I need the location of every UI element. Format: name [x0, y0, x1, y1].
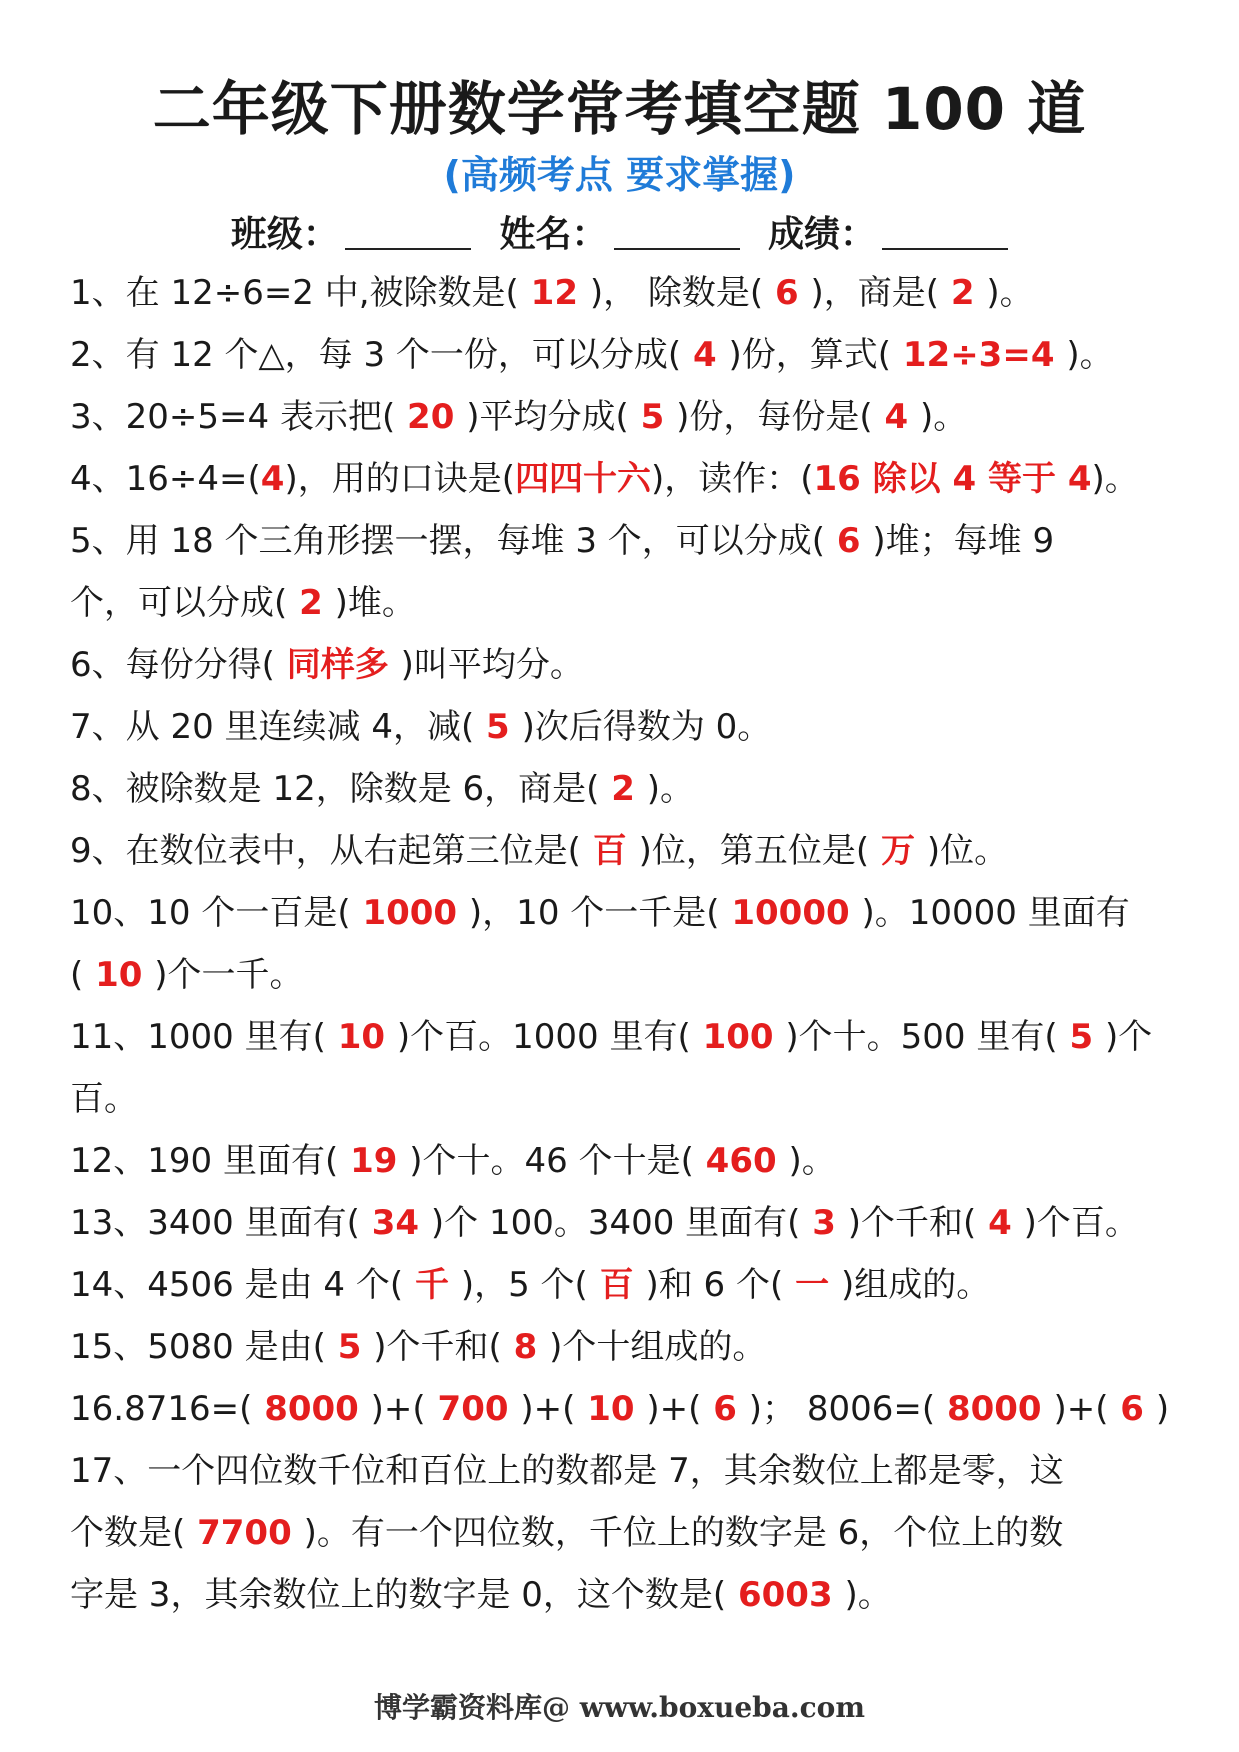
- question-text: )。: [986, 273, 1034, 313]
- class-label: 班级：: [230, 214, 339, 255]
- question-text: (: [70, 955, 84, 995]
- answer-text: 20: [395, 397, 467, 437]
- student-info-row: [0, 206, 1239, 257]
- answer-text: 千: [403, 1265, 461, 1305]
- question-text: 13、3400 里面有(: [70, 1203, 360, 1243]
- answer-text: 4: [872, 397, 920, 437]
- score-label: 成绩：: [768, 214, 877, 255]
- answer-text: 10: [575, 1389, 647, 1429]
- answer-text: 19: [338, 1141, 410, 1181]
- class-blank[interactable]: [345, 216, 471, 250]
- question-line: [70, 1068, 1169, 1130]
- page-subtitle: (高频考点 要求掌握): [443, 153, 796, 197]
- question-text: )平均分成(: [466, 397, 629, 437]
- answer-text: 6: [763, 273, 811, 313]
- question-text: 17、一个四位数千位和百位上的数都是 7，其余数位上都是零，这: [70, 1451, 1064, 1491]
- answer-text: 6: [701, 1389, 749, 1429]
- watermark: 博学霸资料库@ www.boxueba.com: [374, 1691, 865, 1724]
- answer-text: 一: [783, 1265, 841, 1305]
- question-text: 2、有 12 个△，每 3 个一份，可以分成(: [70, 335, 682, 375]
- question-line: [70, 758, 1169, 820]
- score-field: [768, 206, 1008, 257]
- question-text: 百。: [70, 1079, 138, 1119]
- question-text: )个千和(: [847, 1203, 977, 1243]
- question-text: )组成的。: [840, 1265, 991, 1305]
- answer-text: 百: [580, 831, 639, 871]
- question-line: [70, 1440, 1169, 1502]
- question-text: )， 除数是(: [589, 273, 764, 313]
- question-line: [70, 448, 1169, 510]
- question-text: )个千和(: [373, 1327, 502, 1367]
- answer-text: 16 除以 4 等于 4: [813, 459, 1092, 499]
- question-text: )，商是(: [810, 273, 940, 313]
- question-text: )和 6 个(: [645, 1265, 784, 1305]
- question-line: [70, 572, 1169, 634]
- answer-text: 12: [518, 273, 590, 313]
- question-line: [70, 1502, 1169, 1564]
- question-line: [70, 696, 1169, 758]
- question-text: )位。: [926, 831, 1009, 871]
- question-text: 5、用 18 个三角形摆一摆，每堆 3 个，可以分成(: [70, 521, 826, 561]
- question-line: [70, 1564, 1169, 1626]
- question-line: [70, 1254, 1169, 1316]
- question-line: [70, 1378, 1169, 1440]
- question-text: 7、从 20 里连续减 4，减(: [70, 707, 475, 747]
- question-text: 3、20÷5=4 表示把(: [70, 397, 396, 437]
- answer-text: 5: [474, 707, 522, 747]
- answer-text: 10: [83, 955, 155, 995]
- answer-text: 12÷3=4: [891, 335, 1067, 375]
- question-text: 字是 3，其余数位上的数字是 0，这个数是(: [70, 1575, 727, 1615]
- answer-text: 百: [587, 1265, 646, 1305]
- question-text: )个百。: [1023, 1203, 1139, 1243]
- answer-text: 4: [260, 459, 285, 499]
- question-text: 9、在数位表中，从右起第三位是(: [70, 831, 581, 871]
- question-text: )。10000 里面有: [861, 893, 1130, 933]
- question-text: )+(: [370, 1389, 426, 1429]
- question-text: )，用的口诀是(: [284, 459, 515, 499]
- question-text: )。: [646, 769, 695, 809]
- question-text: )堆。: [334, 583, 416, 623]
- question-text: )个百。1000 里有(: [396, 1017, 691, 1057]
- question-line: [70, 1006, 1169, 1068]
- answer-text: 2: [287, 583, 335, 623]
- question-text: 11、1000 里有(: [70, 1017, 326, 1057]
- answer-text: 700: [425, 1389, 521, 1429]
- question-line: [70, 820, 1169, 882]
- question-text: )堆；每堆 9: [872, 521, 1055, 561]
- answer-text: 7700: [185, 1513, 304, 1553]
- question-list: [70, 262, 1169, 1626]
- question-text: )； 8006=(: [748, 1389, 936, 1429]
- answer-text: 10000: [719, 893, 862, 933]
- answer-text: 100: [690, 1017, 786, 1057]
- question-text: 12、190 里面有(: [70, 1141, 339, 1181]
- question-line: [70, 882, 1169, 944]
- answer-text: 34: [359, 1203, 431, 1243]
- question-text: 8、被除数是 12，除数是 6，商是(: [70, 769, 600, 809]
- question-line: [70, 944, 1169, 1006]
- answer-text: 3: [800, 1203, 848, 1243]
- question-line: [70, 386, 1169, 448]
- question-text: )个十。500 里有(: [785, 1017, 1058, 1057]
- question-text: )。: [844, 1575, 892, 1615]
- question-text: )。: [788, 1141, 836, 1181]
- answer-text: 2: [599, 769, 647, 809]
- answer-text: 8: [501, 1327, 550, 1367]
- question-text: 4、16÷4=(: [70, 459, 261, 499]
- question-text: )，10 个一千是(: [468, 893, 720, 933]
- question-line: [70, 324, 1169, 386]
- answer-text: 6: [1108, 1389, 1156, 1429]
- name-label: 姓名：: [499, 214, 608, 255]
- question-text: )个十组成的。: [549, 1327, 767, 1367]
- answer-text: 四四十六: [514, 459, 651, 499]
- answer-text: 同样多: [274, 645, 401, 685]
- answer-text: 4: [681, 335, 729, 375]
- question-text: )，5 个(: [460, 1265, 588, 1305]
- question-text: )，读作：(: [650, 459, 814, 499]
- question-line: [70, 1192, 1169, 1254]
- question-text: )次后得数为 0。: [521, 707, 772, 747]
- question-line: [70, 262, 1169, 324]
- question-text: ): [1155, 1389, 1170, 1429]
- question-line: [70, 510, 1169, 572]
- question-text: 1、在 12÷6=2 中,被除数是(: [70, 273, 519, 313]
- answer-text: 5: [325, 1327, 374, 1367]
- answer-text: 万: [869, 831, 927, 871]
- answer-text: 2: [939, 273, 987, 313]
- question-text: )个 100。3400 里面有(: [430, 1203, 801, 1243]
- question-text: )个十。46 个十是(: [409, 1141, 694, 1181]
- name-field: [499, 206, 739, 257]
- question-text: 16.8716=(: [70, 1389, 253, 1429]
- question-text: )。有一个四位数，千位上的数字是 6，个位上的数: [303, 1513, 1064, 1553]
- question-text: )叫平均分。: [400, 645, 584, 685]
- question-text: )位，第五位是(: [638, 831, 870, 871]
- question-text: )。: [919, 397, 968, 437]
- answer-text: 5: [628, 397, 677, 437]
- question-text: )个: [1104, 1017, 1153, 1057]
- question-text: )+(: [520, 1389, 576, 1429]
- answer-text: 8000: [252, 1389, 371, 1429]
- score-blank[interactable]: [882, 216, 1008, 250]
- answer-text: 4: [976, 1203, 1024, 1243]
- question-text: 个数是(: [70, 1513, 186, 1553]
- question-text: )份，每份是(: [676, 397, 873, 437]
- answer-text: 8000: [935, 1389, 1054, 1429]
- question-text: )。: [1066, 335, 1114, 375]
- answer-text: 5: [1057, 1017, 1105, 1057]
- answer-text: 460: [693, 1141, 789, 1181]
- class-field: [231, 206, 471, 257]
- question-line: [70, 1316, 1169, 1378]
- question-line: [70, 634, 1169, 696]
- question-text: )份，算式(: [728, 335, 892, 375]
- question-text: )。: [1091, 459, 1139, 499]
- question-text: )个一千。: [154, 955, 304, 995]
- answer-text: 6: [825, 521, 873, 561]
- page-title: 二年级下册数学常考填空题 100 道: [152, 75, 1087, 143]
- name-blank[interactable]: [614, 216, 740, 250]
- question-line: [70, 1130, 1169, 1192]
- answer-text: 1000: [350, 893, 469, 933]
- question-text: )+(: [646, 1389, 702, 1429]
- answer-text: 10: [325, 1017, 397, 1057]
- question-text: 6、每份分得(: [70, 645, 275, 685]
- answer-text: 6003: [726, 1575, 845, 1615]
- question-text: )+(: [1053, 1389, 1109, 1429]
- question-text: 10、10 个一百是(: [70, 893, 351, 933]
- question-text: 14、4506 是由 4 个(: [70, 1265, 404, 1305]
- question-text: 个，可以分成(: [70, 583, 288, 623]
- question-text: 15、5080 是由(: [70, 1327, 326, 1367]
